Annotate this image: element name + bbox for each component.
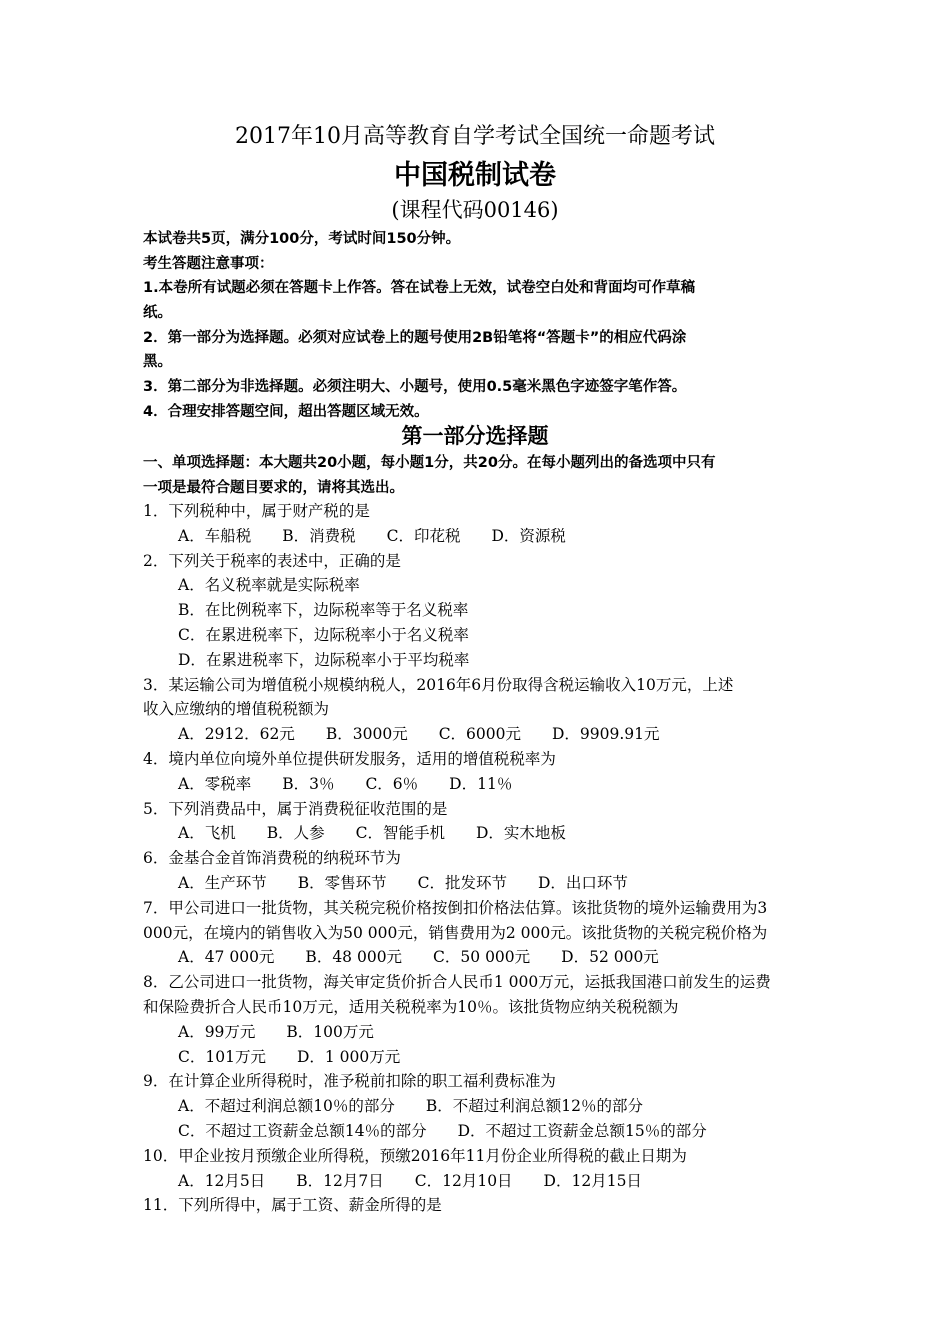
question-6: 6．金基合金首饰消费税的纳税环节为 [143,849,401,867]
note-1-line-1: 1.本卷所有试题必须在答题卡上作答。答在试卷上无效，试卷空白处和背面均可作草稿 [143,280,696,296]
question-1-options: A．车船税 B．消费税 C．印花税 D．资源税 [178,527,566,545]
question-7-line-2: 000元，在境内的销售收入为50 000元，销售费用为2 000元。该批货物的关税完税价格为 [143,924,768,942]
question-1: 1．下列税种中，属于财产税的是 [143,502,370,520]
question-8-options-row-2: C．101万元 D．1 000万元 [178,1048,401,1066]
paper-title: 中国税制试卷 [394,160,556,191]
exam-summary: 本试卷共5页，满分100分，考试时间150分钟。 [143,231,461,247]
note-4: 4．合理安排答题空间，超出答题区域无效。 [143,404,429,420]
exam-header-line: 2017年10月高等教育自学考试全国统一命题考试 [235,124,715,149]
question-11: 11．下列所得中，属于工资、薪金所得的是 [143,1196,442,1214]
question-2: 2．下列关于税率的表述中，正确的是 [143,552,401,570]
section-intro-line-2: 一项是最符合题目要求的，请将其选出。 [143,480,404,496]
question-4-options: A．零税率 B．3％ C．6％ D．11％ [178,775,513,793]
question-2-option-a: A．名义税率就是实际税率 [178,576,360,594]
note-2-line-2: 黑。 [143,354,172,370]
question-10: 10．甲企业按月预缴企业所得税，预缴2016年11月份企业所得税的截止日期为 [143,1147,687,1165]
note-3: 3．第二部分为非选择题。必须注明大、小题号，使用0.5毫米黑色字迹签字笔作答。 [143,379,687,395]
question-8-line-1: 8．乙公司进口一批货物，海关审定货价折合人民币1 000万元，运抵我国港口前发生的运费 [143,973,771,991]
question-3-line-1: 3．某运输公司为增值税小规模纳税人，2016年6月份取得含税运输收入10万元，上述 [143,676,734,694]
question-5-options: A．飞机 B．人参 C．智能手机 D．实木地板 [178,824,566,842]
notes-title: 考生答题注意事项： [143,256,274,272]
question-7-line-1: 7．甲公司进口一批货物，其关税完税价格按倒扣价格法估算。该批货物的境外运输费用为3 [143,899,768,917]
note-2-line-1: 2．第一部分为选择题。必须对应试卷上的题号使用2B铅笔将“答题卡”的相应代码涂 [143,330,687,346]
question-3-line-2: 收入应缴纳的增值税税额为 [143,700,330,718]
question-2-option-c: C．在累进税率下，边际税率小于名义税率 [178,626,469,644]
question-6-options: A．生产环节 B．零售环节 C．批发环节 D．出口环节 [178,874,628,892]
question-3-options: A．2912．62元 B．3000元 C．6000元 D．9909.91元 [178,725,660,743]
question-9-options-row-1: A．不超过利润总额10％的部分 B．不超过利润总额12％的部分 [178,1097,644,1115]
question-9: 9．在计算企业所得税时，准予税前扣除的职工福利费标准为 [143,1072,556,1090]
part-one-title: 第一部分选择题 [401,423,549,448]
question-4: 4．境内单位向境外单位提供研发服务，适用的增值税税率为 [143,750,556,768]
section-intro-line-1: 一、单项选择题：本大题共20小题，每小题1分，共20分。在每小题列出的备选项中只有 [143,455,716,471]
course-code: (课程代码00146) [391,198,559,222]
question-7-options: A．47 000元 B．48 000元 C．50 000元 D．52 000元 [178,948,659,966]
question-2-option-d: D．在累进税率下，边际税率小于平均税率 [178,651,470,669]
question-5: 5．下列消费品中，属于消费税征收范围的是 [143,800,448,818]
question-8-line-2: 和保险费折合人民币10万元，适用关税税率为10％。该批货物应纳关税税额为 [143,998,679,1016]
question-10-options: A．12月5日 B．12月7日 C．12月10日 D．12月15日 [178,1172,642,1190]
question-9-options-row-2: C．不超过工资薪金总额14％的部分 D．不超过工资薪金总额15％的部分 [178,1122,707,1140]
note-1-line-2: 纸。 [143,305,172,321]
question-8-options-row-1: A．99万元 B．100万元 [178,1023,374,1041]
question-2-option-b: B．在比例税率下，边际税率等于名义税率 [178,601,469,619]
